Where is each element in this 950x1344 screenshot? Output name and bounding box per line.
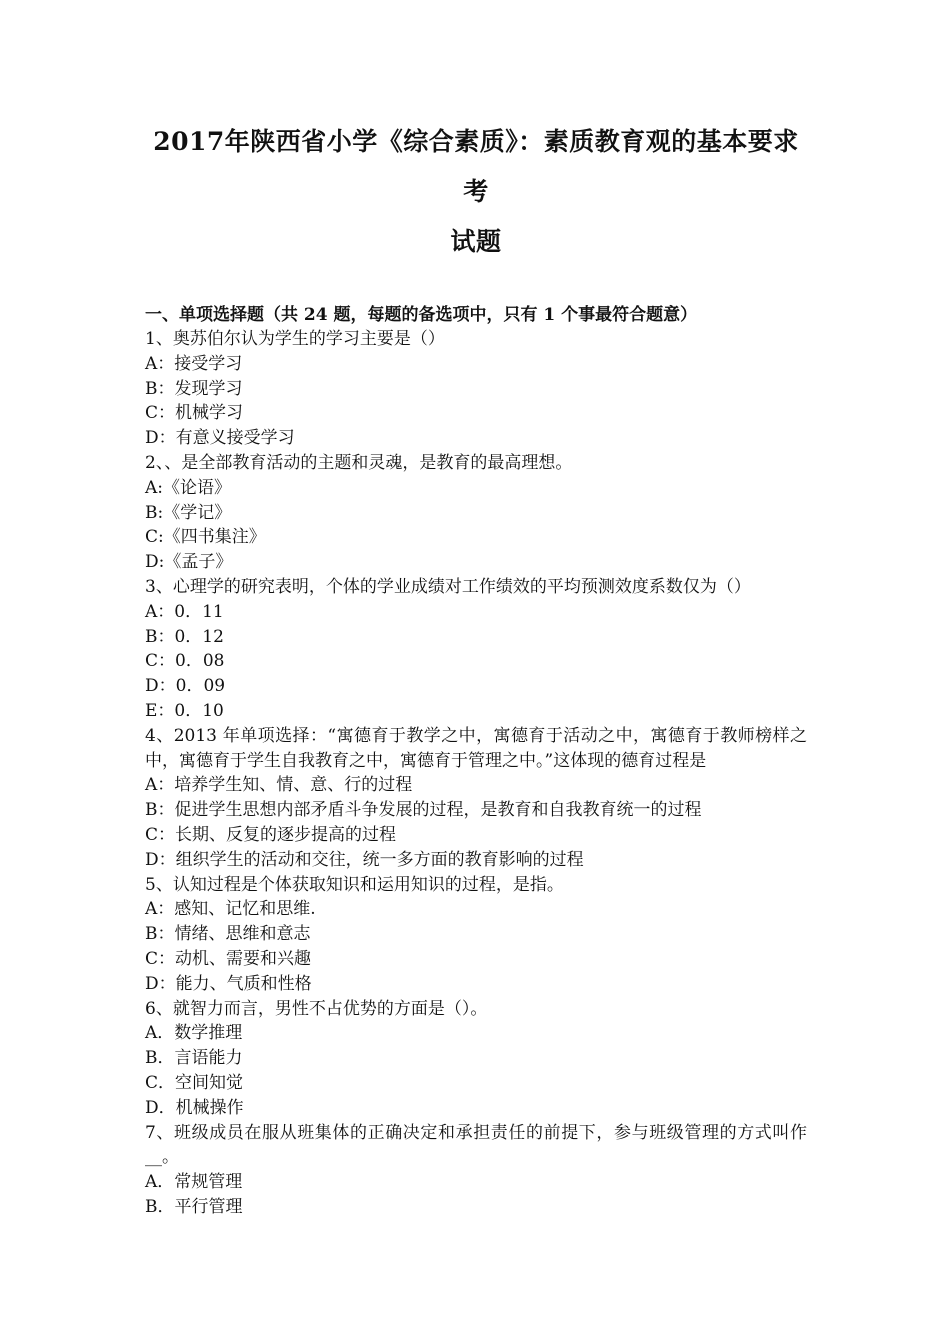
question-stem: 5、认知过程是个体获取知识和运用知识的过程，是指。	[145, 874, 564, 895]
answer-option: B:《学记》	[145, 502, 232, 523]
question-stem: 7、班级成员在服从班集体的正确决定和承担责任的前提下，参与班级管理的方式叫作__。	[145, 1122, 807, 1168]
document-title	[145, 0, 807, 267]
answer-option: D：能力、气质和性格	[145, 973, 312, 994]
answer-option: C：动机、需要和兴趣	[145, 948, 312, 969]
question-stem: 6、就智力而言，男性不占优势的方面是（）。	[145, 998, 488, 1019]
answer-option: C:《四书集注》	[145, 527, 266, 548]
question-stem: 3、心理学的研究表明，个体的学业成绩对工作绩效的平均预测效度系数仅为（）	[145, 576, 751, 597]
title-line-2: 试题	[450, 227, 502, 256]
answer-option: C．空间知觉	[145, 1072, 244, 1093]
question-stem: 2、、是全部教育活动的主题和灵魂，是教育的最高理想。	[145, 452, 573, 473]
answer-option: C：长期、反复的逐步提高的过程	[145, 824, 397, 845]
answer-option: D：组织学生的活动和交往，统一多方面的教育影响的过程	[145, 849, 584, 870]
answer-option: D：有意义接受学习	[145, 428, 295, 449]
answer-option: A：接受学习	[145, 353, 243, 374]
answer-option: C：机械学习	[145, 403, 244, 424]
answer-option: D．机械操作	[145, 1097, 244, 1118]
answer-option: B：情绪、思维和意志	[145, 924, 311, 945]
answer-option: B：0．12	[145, 626, 224, 647]
question-stem: 1、奥苏伯尔认为学生的学习主要是（）	[145, 329, 445, 349]
answer-option: B．言语能力	[145, 1048, 243, 1069]
answer-option: E：0．10	[145, 700, 224, 721]
answer-option: B：发现学习	[145, 378, 243, 399]
answer-option: A．数学推理	[145, 1023, 243, 1044]
question-stem: 4、2013 年单项选择：“寓德育于教学之中，寓德育于活动之中，寓德育于教师榜样之中，寓德育于学生自我教育之中，寓德育于管理之中。”这体现的德育过程是	[145, 725, 807, 771]
section-heading: 一、单项选择题（共 24 题，每题的备选项中，只有 1 个事最符合题意）	[145, 305, 698, 325]
answer-option: D:《孟子》	[145, 552, 233, 573]
answer-option: A：0．11	[145, 601, 224, 622]
title-line-1: 2017年陕西省小学《综合素质》：素质教育观的基本要求考	[153, 127, 799, 206]
answer-option: C：0．08	[145, 651, 225, 672]
answer-option: B．平行管理	[145, 1196, 243, 1217]
answer-option: A：培养学生知、情、意、行的过程	[145, 775, 413, 796]
answer-option: A:《论语》	[145, 477, 232, 498]
question-list	[145, 327, 807, 1220]
answer-option: D：0．09	[145, 676, 226, 697]
answer-option: A：感知、记忆和思维.	[145, 899, 316, 920]
answer-option: A．常规管理	[145, 1172, 243, 1193]
answer-option: B：促进学生思想内部矛盾斗争发展的过程，是教育和自我教育统一的过程	[145, 800, 702, 821]
